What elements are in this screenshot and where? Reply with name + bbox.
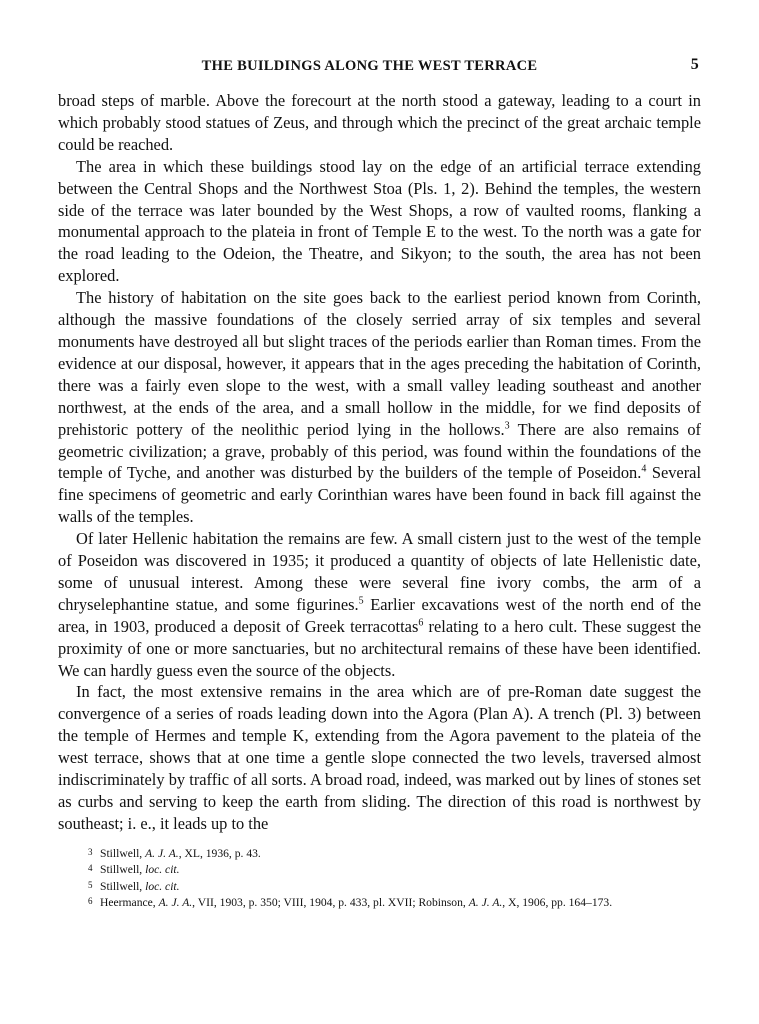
footnote [88,861,701,877]
footnote [88,845,701,861]
paragraph [58,681,701,834]
footnote [88,894,701,910]
footnote-mark: 4 [88,863,93,874]
text-run: Stillwell, [100,863,146,877]
text-run: The area in which these buildings stood lay on the edge of an artificial terrace extending between the Central Shops and the Northwest Stoa (Pls. 1, 2). Behind the temples, the western side of the terrace was later bounded by the West Shops, a row of vaulted rooms, flanking a monumental approach to the plateia in front of Temple E to the west. To the north was a gate for the road leading to the Odeion, the Theatre, and Sikyon; to the south, the area has not been explored. [58,156,701,286]
text-run: , XL, 1936, p. 43. [178,846,261,860]
paragraph [58,528,701,681]
running-head-title: THE BUILDINGS ALONG THE WEST TERRACE [201,58,538,74]
page-number: 5 [690,56,699,73]
paragraph [58,90,701,156]
footnote-ref: 4 [641,463,647,475]
italic-text: A. J. A. [158,896,193,910]
text-run: Heermance, [100,896,159,910]
footnote-mark: 6 [88,896,93,907]
text-run: The history of habitation on the site goes back to the earliest period known from Corinth, although the massive foundations of the closely serried array of six temples and several monuments have destroyed all but slight traces of the periods earlier than Roman times. From the evidence at our disposal, however, it appears that in the ages preceding the habitation of Corinth, there was a fairly even slope to the west, with a small valley leading southeast and another northwest, at the ends of the area, and a small hollow in the middle, for we find deposits of prehistoric pottery of the neolithic period lying in the hollows. [58,288,701,439]
text-run: , X, 1906, pp. 164–173. [502,896,613,910]
footnote-mark: 3 [88,846,93,857]
footnote-ref: 5 [358,595,364,607]
footnote-mark: 5 [88,879,93,890]
italic-text: A. J. A. [145,846,179,860]
text-run: , VII, 1903, p. 350; VIII, 1904, p. 433, pl. XVII; Robinson, [192,896,469,910]
text-run: In fact, the most extensive remains in the area which are of pre-Roman date suggest the convergence of a series of roads leading down into the Agora (Plan A). A trench (Pl. 3) between the temple of Hermes and temple K, extending from the Agora pavement to the plateia of the west terrace, shows that at one time a gentle slope connected the two levels, traversed almost indiscriminately by traffic of all sorts. A broad road, indeed, was marked out by lines of stones set as curbs and serving to keep the earth from sliding. The direction of this road is northwest by southeast; i. e., it leads up to the [58,682,701,833]
running-head [58,54,701,78]
text-run: broad steps of marble. Above the forecourt at the north stood a gateway, leading to a court in which probably stood statues of Zeus, and through which the precinct of the great archaic temple could be reached. [58,91,701,154]
text-run: Of later Hellenic habitation the remains are few. A small cistern just to the west of the temple of Poseidon was discovered in 1935; it produced a quantity of objects of late Hellenistic date, some of unusual interest. Among these were several fine ivory combs, the arm of a chryselephantine statue, and some figurines. [58,529,701,614]
footnote-ref: 3 [504,420,510,432]
body-text [58,90,701,835]
footnote [88,878,701,894]
text-run: There are also remains of geometric civilization; a grave, probably of this period, was found within the foundations of the temple of Tyche, and another was disturbed by the builders of the temple of Poseidon. [58,419,702,483]
paragraph [58,156,701,287]
paragraph [58,287,701,528]
footnote-ref: 6 [418,617,424,629]
footnotes [58,845,701,911]
italic-text: A. J. A. [468,896,503,910]
italic-text: loc. cit. [145,863,180,877]
text-run: Several fine specimens of geometric and early Corinthian wares have been found in back fill against the walls of the temples. [58,463,701,527]
text-run: relating to a hero cult. These suggest the proximity of one or more sanctuaries, but no architectural remains of these have been identified. We can hardly guess even the source of the objects. [58,616,702,680]
text-run: Stillwell, [100,879,146,893]
italic-text: loc. cit. [145,879,180,893]
document-page [58,54,701,910]
text-run: Earlier excavations west of the north end of the area, in 1903, produced a deposit of Greek terracottas [58,594,701,636]
text-run: Stillwell, [100,846,146,860]
